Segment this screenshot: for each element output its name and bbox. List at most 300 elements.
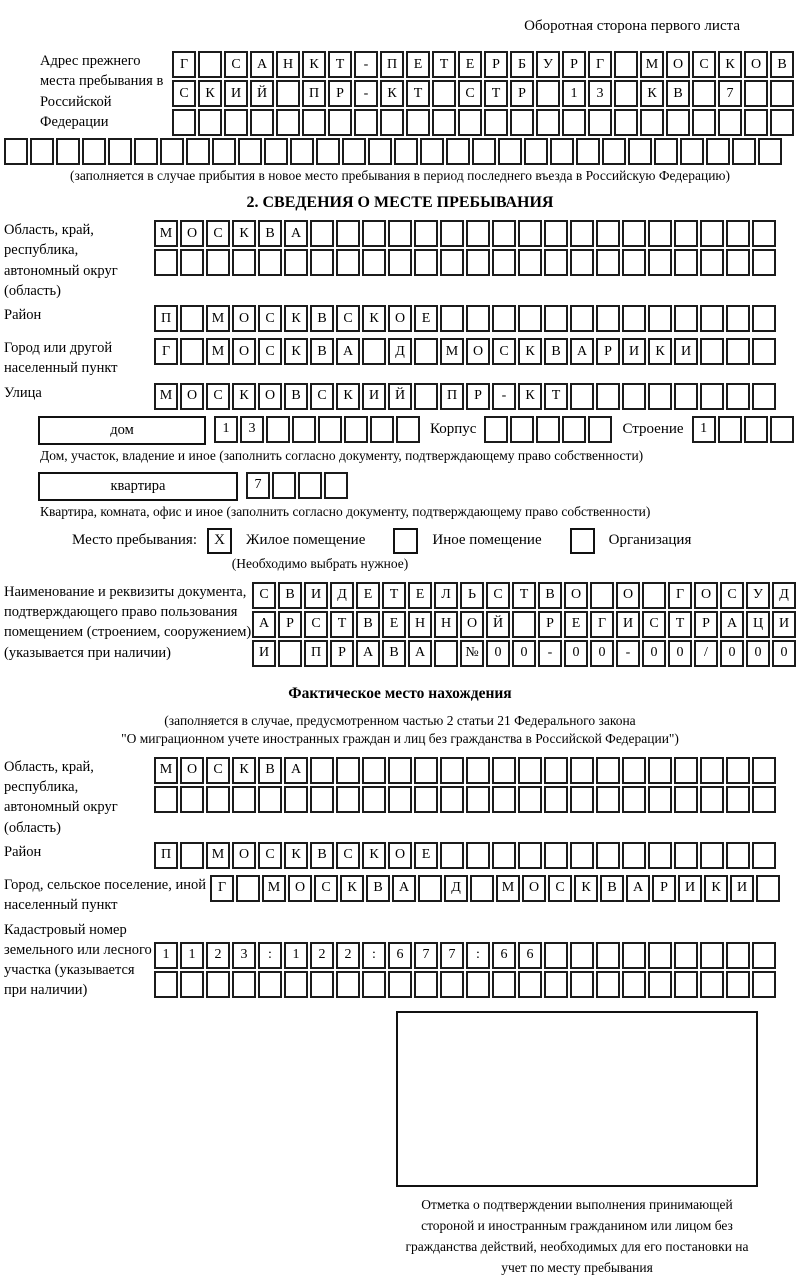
char-cell[interactable] (570, 220, 594, 247)
char-cell[interactable]: Р (596, 338, 620, 365)
char-cell[interactable]: О (232, 842, 256, 869)
char-cell[interactable] (648, 757, 672, 784)
char-cell[interactable]: К (284, 305, 308, 332)
char-cell[interactable]: В (538, 582, 562, 609)
char-cell[interactable]: И (362, 383, 386, 410)
char-cell[interactable] (224, 109, 248, 136)
char-cell[interactable] (492, 220, 516, 247)
char-cell[interactable] (368, 138, 392, 165)
char-cell[interactable] (732, 138, 756, 165)
char-cell[interactable]: М (154, 383, 178, 410)
char-cell[interactable] (414, 220, 438, 247)
char-cell[interactable]: О (744, 51, 768, 78)
al-region-row1-cells[interactable] (154, 757, 778, 784)
char-cell[interactable]: Т (382, 582, 406, 609)
char-cell[interactable] (232, 786, 256, 813)
char-cell[interactable] (212, 138, 236, 165)
char-cell[interactable] (4, 138, 28, 165)
house-number-cells[interactable] (214, 416, 422, 443)
char-cell[interactable] (284, 249, 308, 276)
char-cell[interactable] (674, 971, 698, 998)
char-cell[interactable] (420, 138, 444, 165)
char-cell[interactable]: С (258, 842, 282, 869)
char-cell[interactable]: В (310, 842, 334, 869)
char-cell[interactable] (418, 875, 442, 902)
char-cell[interactable]: Й (250, 80, 274, 107)
char-cell[interactable]: Г (590, 611, 614, 638)
stay-residential-checkbox[interactable]: X (207, 528, 232, 554)
char-cell[interactable] (512, 611, 536, 638)
char-cell[interactable]: Р (278, 611, 302, 638)
char-cell[interactable]: О (180, 757, 204, 784)
char-cell[interactable] (692, 109, 716, 136)
char-cell[interactable] (434, 640, 458, 667)
char-cell[interactable]: И (772, 611, 796, 638)
char-cell[interactable]: Е (408, 582, 432, 609)
char-cell[interactable] (108, 138, 132, 165)
char-cell[interactable] (602, 138, 626, 165)
prev-address-row2-cells[interactable] (172, 80, 796, 107)
char-cell[interactable]: К (232, 220, 256, 247)
char-cell[interactable]: Б (510, 51, 534, 78)
char-cell[interactable] (394, 138, 418, 165)
char-cell[interactable] (470, 875, 494, 902)
char-cell[interactable]: А (392, 875, 416, 902)
char-cell[interactable]: К (198, 80, 222, 107)
char-cell[interactable]: Г (668, 582, 692, 609)
char-cell[interactable]: П (302, 80, 326, 107)
al-cadastral-row2-cells[interactable] (154, 971, 778, 998)
char-cell[interactable] (310, 971, 334, 998)
char-cell[interactable] (466, 220, 490, 247)
char-cell[interactable] (440, 305, 464, 332)
char-cell[interactable] (206, 786, 230, 813)
char-cell[interactable] (316, 138, 340, 165)
char-cell[interactable]: О (180, 383, 204, 410)
char-cell[interactable] (596, 383, 620, 410)
s2-district-cells[interactable] (154, 305, 778, 332)
char-cell[interactable] (266, 416, 290, 443)
char-cell[interactable] (484, 416, 508, 443)
char-cell[interactable]: В (382, 640, 406, 667)
char-cell[interactable]: П (304, 640, 328, 667)
char-cell[interactable] (700, 305, 724, 332)
char-cell[interactable] (258, 971, 282, 998)
char-cell[interactable]: И (674, 338, 698, 365)
char-cell[interactable] (440, 249, 464, 276)
char-cell[interactable]: - (492, 383, 516, 410)
char-cell[interactable]: 0 (564, 640, 588, 667)
char-cell[interactable]: И (224, 80, 248, 107)
char-cell[interactable] (570, 942, 594, 969)
char-cell[interactable] (726, 249, 750, 276)
char-cell[interactable] (752, 971, 776, 998)
char-cell[interactable]: А (284, 757, 308, 784)
char-cell[interactable]: Ь (460, 582, 484, 609)
char-cell[interactable]: Т (512, 582, 536, 609)
char-cell[interactable]: - (538, 640, 562, 667)
char-cell[interactable] (692, 80, 716, 107)
char-cell[interactable]: 3 (588, 80, 612, 107)
char-cell[interactable]: Д (330, 582, 354, 609)
char-cell[interactable]: М (496, 875, 520, 902)
char-cell[interactable] (236, 875, 260, 902)
char-cell[interactable] (206, 971, 230, 998)
char-cell[interactable]: А (284, 220, 308, 247)
char-cell[interactable] (82, 138, 106, 165)
char-cell[interactable]: - (354, 51, 378, 78)
char-cell[interactable]: М (440, 338, 464, 365)
char-cell[interactable] (570, 249, 594, 276)
char-cell[interactable]: М (262, 875, 286, 902)
char-cell[interactable] (570, 786, 594, 813)
char-cell[interactable]: № (460, 640, 484, 667)
char-cell[interactable] (388, 249, 412, 276)
char-cell[interactable] (518, 305, 542, 332)
char-cell[interactable]: А (336, 338, 360, 365)
char-cell[interactable]: В (278, 582, 302, 609)
char-cell[interactable] (544, 249, 568, 276)
char-cell[interactable] (302, 109, 326, 136)
char-cell[interactable] (596, 757, 620, 784)
char-cell[interactable]: 6 (518, 942, 542, 969)
char-cell[interactable]: В (310, 305, 334, 332)
char-cell[interactable] (622, 971, 646, 998)
char-cell[interactable] (362, 220, 386, 247)
char-cell[interactable] (680, 138, 704, 165)
char-cell[interactable] (172, 109, 196, 136)
char-cell[interactable]: 3 (240, 416, 264, 443)
char-cell[interactable]: 2 (206, 942, 230, 969)
char-cell[interactable]: Й (388, 383, 412, 410)
char-cell[interactable]: К (518, 338, 542, 365)
char-cell[interactable] (544, 842, 568, 869)
char-cell[interactable]: Г (154, 338, 178, 365)
char-cell[interactable] (752, 249, 776, 276)
char-cell[interactable]: Н (276, 51, 300, 78)
char-cell[interactable]: В (258, 757, 282, 784)
char-cell[interactable]: С (304, 611, 328, 638)
char-cell[interactable]: О (388, 305, 412, 332)
char-cell[interactable] (544, 757, 568, 784)
char-cell[interactable] (674, 942, 698, 969)
char-cell[interactable] (622, 842, 646, 869)
char-cell[interactable] (666, 109, 690, 136)
char-cell[interactable] (272, 472, 296, 499)
char-cell[interactable] (180, 249, 204, 276)
char-cell[interactable] (700, 842, 724, 869)
char-cell[interactable] (726, 786, 750, 813)
char-cell[interactable]: М (206, 842, 230, 869)
char-cell[interactable] (718, 416, 742, 443)
char-cell[interactable]: О (258, 383, 282, 410)
char-cell[interactable] (536, 109, 560, 136)
char-cell[interactable]: 1 (692, 416, 716, 443)
char-cell[interactable] (700, 786, 724, 813)
char-cell[interactable]: О (288, 875, 312, 902)
char-cell[interactable] (518, 786, 542, 813)
char-cell[interactable] (432, 109, 456, 136)
char-cell[interactable] (388, 757, 412, 784)
char-cell[interactable] (414, 249, 438, 276)
char-cell[interactable]: О (388, 842, 412, 869)
char-cell[interactable] (596, 786, 620, 813)
char-cell[interactable] (440, 220, 464, 247)
char-cell[interactable]: С (206, 383, 230, 410)
char-cell[interactable] (614, 109, 638, 136)
char-cell[interactable]: М (154, 757, 178, 784)
char-cell[interactable] (544, 942, 568, 969)
char-cell[interactable]: С (258, 305, 282, 332)
char-cell[interactable]: О (666, 51, 690, 78)
char-cell[interactable] (700, 971, 724, 998)
char-cell[interactable] (362, 786, 386, 813)
char-cell[interactable] (466, 842, 490, 869)
document-row3-cells[interactable] (252, 640, 798, 667)
char-cell[interactable]: А (626, 875, 650, 902)
char-cell[interactable] (440, 786, 464, 813)
char-cell[interactable] (180, 971, 204, 998)
char-cell[interactable]: К (362, 842, 386, 869)
char-cell[interactable]: В (258, 220, 282, 247)
char-cell[interactable]: В (770, 51, 794, 78)
char-cell[interactable] (154, 249, 178, 276)
char-cell[interactable]: А (408, 640, 432, 667)
char-cell[interactable]: К (232, 383, 256, 410)
char-cell[interactable] (550, 138, 574, 165)
char-cell[interactable]: А (720, 611, 744, 638)
char-cell[interactable] (544, 786, 568, 813)
char-cell[interactable] (370, 416, 394, 443)
char-cell[interactable] (752, 786, 776, 813)
char-cell[interactable] (328, 109, 352, 136)
char-cell[interactable] (726, 305, 750, 332)
char-cell[interactable] (466, 971, 490, 998)
char-cell[interactable]: О (616, 582, 640, 609)
char-cell[interactable]: В (356, 611, 380, 638)
char-cell[interactable] (56, 138, 80, 165)
char-cell[interactable] (518, 220, 542, 247)
char-cell[interactable] (336, 220, 360, 247)
char-cell[interactable] (206, 249, 230, 276)
al-city-cells[interactable] (210, 875, 782, 902)
char-cell[interactable]: 0 (512, 640, 536, 667)
char-cell[interactable] (648, 842, 672, 869)
char-cell[interactable] (588, 416, 612, 443)
char-cell[interactable] (250, 109, 274, 136)
char-cell[interactable]: 0 (590, 640, 614, 667)
char-cell[interactable] (614, 80, 638, 107)
char-cell[interactable]: К (648, 338, 672, 365)
char-cell[interactable] (310, 249, 334, 276)
char-cell[interactable] (336, 786, 360, 813)
char-cell[interactable] (284, 971, 308, 998)
char-cell[interactable] (642, 582, 666, 609)
char-cell[interactable] (570, 383, 594, 410)
char-cell[interactable]: Т (328, 51, 352, 78)
char-cell[interactable] (344, 416, 368, 443)
char-cell[interactable] (198, 51, 222, 78)
char-cell[interactable]: С (492, 338, 516, 365)
char-cell[interactable] (186, 138, 210, 165)
char-cell[interactable] (562, 109, 586, 136)
char-cell[interactable]: О (466, 338, 490, 365)
char-cell[interactable] (674, 757, 698, 784)
char-cell[interactable]: С (314, 875, 338, 902)
char-cell[interactable] (648, 220, 672, 247)
char-cell[interactable] (414, 383, 438, 410)
char-cell[interactable] (440, 757, 464, 784)
char-cell[interactable] (622, 383, 646, 410)
char-cell[interactable] (354, 109, 378, 136)
char-cell[interactable] (458, 109, 482, 136)
s2-region-row1-cells[interactable] (154, 220, 778, 247)
char-cell[interactable] (622, 249, 646, 276)
char-cell[interactable] (492, 757, 516, 784)
char-cell[interactable] (466, 305, 490, 332)
char-cell[interactable] (744, 80, 768, 107)
char-cell[interactable]: С (720, 582, 744, 609)
char-cell[interactable] (414, 971, 438, 998)
char-cell[interactable]: Л (434, 582, 458, 609)
char-cell[interactable] (674, 383, 698, 410)
char-cell[interactable] (342, 138, 366, 165)
char-cell[interactable]: И (616, 611, 640, 638)
char-cell[interactable]: 1 (180, 942, 204, 969)
char-cell[interactable]: Д (444, 875, 468, 902)
char-cell[interactable] (160, 138, 184, 165)
char-cell[interactable] (276, 109, 300, 136)
char-cell[interactable]: И (678, 875, 702, 902)
char-cell[interactable] (524, 138, 548, 165)
char-cell[interactable] (744, 416, 768, 443)
al-region-row2-cells[interactable] (154, 786, 778, 813)
char-cell[interactable] (654, 138, 678, 165)
char-cell[interactable]: О (460, 611, 484, 638)
char-cell[interactable] (570, 757, 594, 784)
char-cell[interactable] (622, 786, 646, 813)
char-cell[interactable]: К (718, 51, 742, 78)
char-cell[interactable]: Г (588, 51, 612, 78)
char-cell[interactable]: С (458, 80, 482, 107)
char-cell[interactable]: Р (510, 80, 534, 107)
char-cell[interactable]: 7 (718, 80, 742, 107)
char-cell[interactable] (484, 109, 508, 136)
char-cell[interactable]: С (310, 383, 334, 410)
char-cell[interactable] (134, 138, 158, 165)
char-cell[interactable]: К (232, 757, 256, 784)
char-cell[interactable] (648, 383, 672, 410)
stay-organization-checkbox[interactable] (570, 528, 595, 554)
char-cell[interactable] (284, 786, 308, 813)
char-cell[interactable]: Т (406, 80, 430, 107)
char-cell[interactable]: Р (694, 611, 718, 638)
char-cell[interactable]: К (574, 875, 598, 902)
char-cell[interactable] (264, 138, 288, 165)
char-cell[interactable]: С (252, 582, 276, 609)
char-cell[interactable] (706, 138, 730, 165)
al-cadastral-row1-cells[interactable] (154, 942, 778, 969)
char-cell[interactable] (570, 971, 594, 998)
char-cell[interactable]: К (380, 80, 404, 107)
char-cell[interactable] (536, 80, 560, 107)
char-cell[interactable]: К (362, 305, 386, 332)
char-cell[interactable] (154, 971, 178, 998)
char-cell[interactable]: Р (652, 875, 676, 902)
char-cell[interactable]: Й (486, 611, 510, 638)
char-cell[interactable]: В (366, 875, 390, 902)
char-cell[interactable] (232, 971, 256, 998)
char-cell[interactable]: В (544, 338, 568, 365)
char-cell[interactable]: М (206, 305, 230, 332)
char-cell[interactable] (596, 971, 620, 998)
char-cell[interactable] (336, 757, 360, 784)
char-cell[interactable]: С (692, 51, 716, 78)
char-cell[interactable] (770, 416, 794, 443)
document-row2-cells[interactable] (252, 611, 798, 638)
char-cell[interactable] (596, 942, 620, 969)
char-cell[interactable]: У (746, 582, 770, 609)
char-cell[interactable] (310, 786, 334, 813)
char-cell[interactable]: М (206, 338, 230, 365)
char-cell[interactable] (752, 305, 776, 332)
char-cell[interactable]: С (486, 582, 510, 609)
char-cell[interactable] (700, 942, 724, 969)
char-cell[interactable] (510, 416, 534, 443)
char-cell[interactable] (276, 80, 300, 107)
char-cell[interactable]: С (258, 338, 282, 365)
char-cell[interactable] (318, 416, 342, 443)
char-cell[interactable]: Г (210, 875, 234, 902)
stroenie-cells[interactable] (692, 416, 796, 443)
char-cell[interactable]: 0 (642, 640, 666, 667)
char-cell[interactable]: С (548, 875, 572, 902)
char-cell[interactable]: Р (484, 51, 508, 78)
prev-address-row3-cells[interactable] (172, 109, 796, 136)
char-cell[interactable] (700, 220, 724, 247)
char-cell[interactable] (614, 51, 638, 78)
char-cell[interactable]: К (518, 383, 542, 410)
s2-region-row2-cells[interactable] (154, 249, 778, 276)
char-cell[interactable] (180, 842, 204, 869)
char-cell[interactable]: А (356, 640, 380, 667)
document-row1-cells[interactable] (252, 582, 798, 609)
char-cell[interactable] (752, 338, 776, 365)
char-cell[interactable] (290, 138, 314, 165)
char-cell[interactable]: Р (562, 51, 586, 78)
char-cell[interactable]: П (154, 305, 178, 332)
char-cell[interactable]: П (380, 51, 404, 78)
char-cell[interactable] (310, 220, 334, 247)
char-cell[interactable]: : (466, 942, 490, 969)
char-cell[interactable]: О (232, 338, 256, 365)
char-cell[interactable]: 1 (284, 942, 308, 969)
char-cell[interactable]: К (284, 842, 308, 869)
char-cell[interactable] (596, 220, 620, 247)
char-cell[interactable]: 0 (720, 640, 744, 667)
char-cell[interactable] (232, 249, 256, 276)
char-cell[interactable] (466, 786, 490, 813)
char-cell[interactable]: В (666, 80, 690, 107)
char-cell[interactable] (674, 249, 698, 276)
char-cell[interactable]: А (250, 51, 274, 78)
al-district-cells[interactable] (154, 842, 778, 869)
char-cell[interactable] (590, 582, 614, 609)
char-cell[interactable]: Е (414, 305, 438, 332)
char-cell[interactable]: 0 (486, 640, 510, 667)
char-cell[interactable] (544, 971, 568, 998)
char-cell[interactable]: К (340, 875, 364, 902)
